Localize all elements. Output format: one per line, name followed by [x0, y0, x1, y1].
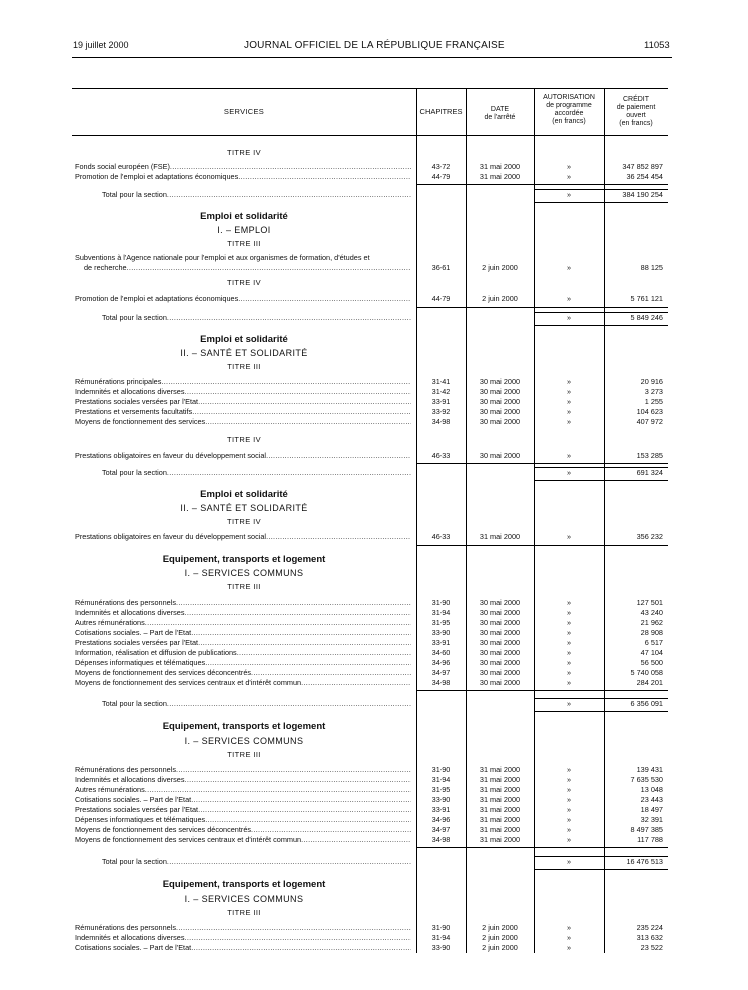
col-header-credit-l3: ouvert: [626, 112, 646, 119]
row-date: 31 mai 2000: [479, 785, 521, 794]
col-header-auto-l2: de programme: [546, 102, 592, 109]
row-autorisation: »: [566, 815, 572, 824]
total-autorisation: »: [566, 699, 572, 708]
total-box: [534, 312, 668, 326]
section-heading: Emploi et solidarité: [200, 334, 288, 345]
row-autorisation: »: [566, 162, 572, 171]
col-header-autorisation: [534, 94, 604, 126]
table-row: [72, 805, 668, 815]
total-credit: 691 324: [636, 468, 663, 477]
total-box: [534, 856, 668, 870]
total-label: Total pour la section .....: [102, 190, 411, 200]
table-row: [72, 765, 668, 775]
row-autorisation: »: [566, 618, 572, 627]
row-chapitre: 46-33: [431, 532, 451, 541]
table-row: [72, 387, 668, 397]
row-label-continued: de recherche .....: [84, 263, 411, 273]
table-row: [72, 835, 668, 845]
row-date: 31 mai 2000: [479, 815, 521, 824]
col-header-credit-l1: CRÉDIT: [622, 96, 650, 103]
section-heading: Equipement, transports et logement: [162, 554, 326, 565]
titre-heading: TITRE IV: [226, 278, 262, 287]
row-rule: [416, 690, 668, 691]
table-row: [72, 451, 668, 461]
titre-heading: TITRE IV: [226, 148, 262, 157]
row-chapitre: 33-91: [431, 638, 451, 647]
row-chapitre: 34-96: [431, 815, 451, 824]
table-row: [72, 377, 668, 387]
col-header-auto-l4: (en francs): [552, 118, 586, 125]
row-autorisation: »: [566, 765, 572, 774]
section-heading: Equipement, transports et logement: [162, 879, 326, 890]
row-date: 30 mai 2000: [479, 407, 521, 416]
titre-heading: TITRE III: [227, 908, 261, 917]
row-date: 30 mai 2000: [479, 648, 521, 657]
row-autorisation: »: [566, 397, 572, 406]
row-credit: 23 443: [640, 795, 663, 804]
table-row: [72, 294, 668, 304]
titre-heading: TITRE III: [227, 239, 261, 248]
row-autorisation: »: [566, 923, 572, 932]
row-date: 31 mai 2000: [479, 532, 521, 541]
row-date: 31 mai 2000: [479, 775, 521, 784]
row-date: 30 mai 2000: [479, 397, 521, 406]
row-label: Moyens de fonctionnement des services déconcentrés .....: [75, 668, 411, 678]
titre-heading: TITRE IV: [226, 435, 262, 444]
row-credit: 23 522: [640, 943, 663, 952]
row-credit: 139 431: [636, 765, 663, 774]
row-chapitre: 31-90: [431, 765, 451, 774]
row-date: 31 mai 2000: [479, 795, 521, 804]
row-rule: [416, 847, 668, 848]
row-autorisation: »: [566, 598, 572, 607]
row-label: Moyens de fonctionnement des services centraux et d'intérêt commun .....: [75, 835, 411, 845]
table-row: [72, 618, 668, 628]
row-chapitre: 33-91: [431, 805, 451, 814]
row-autorisation: »: [566, 608, 572, 617]
row-autorisation: »: [566, 648, 572, 657]
row-credit: 235 224: [636, 923, 663, 932]
row-credit: 5 761 121: [630, 294, 663, 303]
col-header-chapitres: CHAPITRES: [419, 107, 463, 116]
total-label: Total pour la section .....: [102, 857, 411, 867]
row-credit: 153 285: [636, 451, 663, 460]
row-date: 30 mai 2000: [479, 608, 521, 617]
row-autorisation: »: [566, 795, 572, 804]
row-label: Rémunérations des personnels .....: [75, 765, 411, 775]
row-label: Dépenses informatiques et télématiques .....: [75, 815, 411, 825]
row-credit: 20 916: [640, 377, 663, 386]
row-date: 2 juin 2000: [482, 943, 518, 952]
row-credit: 13 048: [640, 785, 663, 794]
page-date: 19 juillet 2000: [73, 40, 129, 50]
row-autorisation: »: [566, 943, 572, 952]
table-row: [72, 638, 668, 648]
table-row: [72, 628, 668, 638]
subsection-heading: I. – SERVICES COMMUNS: [184, 736, 304, 746]
titre-heading: TITRE III: [227, 750, 261, 759]
row-autorisation: »: [566, 658, 572, 667]
row-label: Indemnités et allocations diverses .....: [75, 775, 411, 785]
total-autorisation: »: [566, 313, 572, 322]
titre-heading: TITRE III: [227, 362, 261, 371]
row-autorisation: »: [566, 263, 572, 272]
total-credit: 6 356 091: [630, 699, 663, 708]
section-heading: Emploi et solidarité: [200, 211, 288, 222]
table-row: [72, 608, 668, 618]
row-credit: 5 740 058: [630, 668, 663, 677]
row-label: Prestations sociales versées par l'Etat .....: [75, 638, 411, 648]
row-rule: [416, 184, 668, 185]
row-chapitre: 34-98: [431, 835, 451, 844]
table-row: [72, 162, 668, 172]
col-header-date: [466, 106, 534, 122]
total-autorisation: »: [566, 857, 572, 866]
table-row: [72, 943, 668, 953]
row-date: 2 juin 2000: [482, 933, 518, 942]
row-chapitre: 31-95: [431, 618, 451, 627]
row-label: Prestations sociales versées par l'Etat .....: [75, 397, 411, 407]
row-chapitre: 33-92: [431, 407, 451, 416]
table-row: [72, 263, 668, 273]
row-label: Prestations sociales versées par l'Etat .....: [75, 805, 411, 815]
row-credit: 6 517: [644, 638, 663, 647]
total-label: Total pour la section .....: [102, 699, 411, 709]
col-header-services: SERVICES: [223, 107, 265, 116]
table-row: [72, 598, 668, 608]
row-autorisation: »: [566, 785, 572, 794]
table-row: [72, 785, 668, 795]
row-credit: 36 254 454: [626, 172, 663, 181]
total-credit: 5 849 246: [630, 313, 663, 322]
table-row: [72, 253, 668, 263]
total-box: [534, 467, 668, 481]
row-credit: 347 852 897: [622, 162, 663, 171]
row-chapitre: 34-97: [431, 668, 451, 677]
row-credit: 56 500: [640, 658, 663, 667]
credits-table: [72, 88, 668, 953]
page-number: 11053: [644, 40, 670, 51]
col-header-credit: [604, 96, 668, 128]
row-credit: 7 635 530: [630, 775, 663, 784]
row-credit: 1 255: [644, 397, 663, 406]
total-autorisation: »: [566, 190, 572, 199]
row-autorisation: »: [566, 451, 572, 460]
table-row: [72, 923, 668, 933]
row-chapitre: 31-94: [431, 608, 451, 617]
row-date: 30 mai 2000: [479, 628, 521, 637]
table-row: [72, 407, 668, 417]
row-credit: 88 125: [640, 263, 663, 272]
table-row: [72, 825, 668, 835]
row-autorisation: »: [566, 775, 572, 784]
row-autorisation: »: [566, 805, 572, 814]
row-date: 30 mai 2000: [479, 638, 521, 647]
row-chapitre: 31-94: [431, 775, 451, 784]
row-autorisation: »: [566, 172, 572, 181]
row-label: Rémunérations des personnels .....: [75, 598, 411, 608]
row-credit: 47 104: [640, 648, 663, 657]
titre-heading: TITRE IV: [226, 517, 262, 526]
section-heading: Equipement, transports et logement: [162, 721, 326, 732]
row-chapitre: 33-90: [431, 628, 451, 637]
row-label: Rémunérations principales .....: [75, 377, 411, 387]
row-date: 31 mai 2000: [479, 162, 521, 171]
row-autorisation: »: [566, 668, 572, 677]
row-date: 30 mai 2000: [479, 451, 521, 460]
row-credit: 28 908: [640, 628, 663, 637]
row-chapitre: 34-96: [431, 658, 451, 667]
total-credit: 16 476 513: [626, 857, 663, 866]
row-label: Promotion de l'emploi et adaptations économiques .....: [75, 172, 411, 182]
row-date: 31 mai 2000: [479, 805, 521, 814]
row-chapitre: 31-90: [431, 598, 451, 607]
table-row: [72, 815, 668, 825]
table-row: [72, 933, 668, 943]
row-autorisation: »: [566, 377, 572, 386]
row-date: 30 mai 2000: [479, 377, 521, 386]
row-chapitre: 34-98: [431, 678, 451, 687]
subsection-heading: II. – SANTÉ ET SOLIDARITÉ: [180, 503, 308, 513]
subsection-heading: I. – SERVICES COMMUNS: [184, 568, 304, 578]
table-row: [72, 172, 668, 182]
col-header-auto-l1: AUTORISATION: [543, 94, 595, 101]
row-chapitre: 31-90: [431, 923, 451, 932]
row-credit: 104 623: [636, 407, 663, 416]
row-label: Cotisations sociales. – Part de l'Etat .....: [75, 943, 411, 953]
total-autorisation: »: [566, 468, 572, 477]
row-credit: 3 273: [644, 387, 663, 396]
table-row: [72, 417, 668, 427]
row-credit: 356 232: [636, 532, 663, 541]
row-autorisation: »: [566, 294, 572, 303]
row-date: 30 mai 2000: [479, 668, 521, 677]
row-chapitre: 44-79: [431, 294, 451, 303]
row-credit: 43 240: [640, 608, 663, 617]
row-chapitre: 31-42: [431, 387, 451, 396]
row-chapitre: 31-94: [431, 933, 451, 942]
row-credit: 284 201: [636, 678, 663, 687]
row-label: Moyens de fonctionnement des services .....: [75, 417, 411, 427]
row-autorisation: »: [566, 387, 572, 396]
row-date: 31 mai 2000: [479, 825, 521, 834]
row-chapitre: 33-90: [431, 795, 451, 804]
col-header-credit-l2: de paiement: [616, 104, 656, 111]
row-date: 31 mai 2000: [479, 172, 521, 181]
total-label: Total pour la section .....: [102, 313, 411, 323]
header-bottom-rule: [72, 135, 668, 136]
row-label: Cotisations sociales. – Part de l'Etat .....: [75, 628, 411, 638]
header-rule: [72, 57, 672, 58]
row-label: Cotisations sociales. – Part de l'Etat .....: [75, 795, 411, 805]
row-date: 30 mai 2000: [479, 598, 521, 607]
subsection-heading: II. – SANTÉ ET SOLIDARITÉ: [180, 348, 308, 358]
row-autorisation: »: [566, 407, 572, 416]
row-autorisation: »: [566, 628, 572, 637]
row-label: Subventions à l'Agence nationale pour l'emploi et aux organismes de formation, d'études et: [75, 253, 370, 262]
row-label: Prestations et versements facultatifs .....: [75, 407, 411, 417]
row-label: Moyens de fonctionnement des services centraux et d'intérêt commun .....: [75, 678, 411, 688]
table-row: [72, 648, 668, 658]
row-date: 30 mai 2000: [479, 678, 521, 687]
total-credit: 384 190 254: [622, 190, 663, 199]
row-chapitre: 31-41: [431, 377, 451, 386]
row-label: Dépenses informatiques et télématiques .....: [75, 658, 411, 668]
row-label: Fonds social européen (FSE) .....: [75, 162, 411, 172]
row-autorisation: »: [566, 678, 572, 687]
total-box: [534, 189, 668, 203]
row-credit: 313 632: [636, 933, 663, 942]
row-autorisation: »: [566, 417, 572, 426]
row-chapitre: 34-60: [431, 648, 451, 657]
row-chapitre: 33-91: [431, 397, 451, 406]
row-label: Autres rémunérations .....: [75, 785, 411, 795]
row-autorisation: »: [566, 835, 572, 844]
row-label: Autres rémunérations .....: [75, 618, 411, 628]
row-label: Moyens de fonctionnement des services déconcentrés .....: [75, 825, 411, 835]
row-credit: 18 497: [640, 805, 663, 814]
row-credit: 127 501: [636, 598, 663, 607]
row-label: Prestations obligatoires en faveur du développement social .....: [75, 451, 411, 461]
row-date: 30 mai 2000: [479, 618, 521, 627]
section-heading: Emploi et solidarité: [200, 489, 288, 500]
row-autorisation: »: [566, 532, 572, 541]
row-rule: [416, 307, 668, 308]
row-autorisation: »: [566, 825, 572, 834]
table-row: [72, 775, 668, 785]
row-date: 31 mai 2000: [479, 835, 521, 844]
row-date: 2 juin 2000: [482, 263, 518, 272]
row-rule: [416, 545, 668, 546]
row-chapitre: 31-95: [431, 785, 451, 794]
table-row: [72, 532, 668, 542]
row-credit: 407 972: [636, 417, 663, 426]
row-date: 2 juin 2000: [482, 923, 518, 932]
col-header-auto-l3: accordée: [554, 110, 584, 117]
row-label: Indemnités et allocations diverses .....: [75, 608, 411, 618]
row-rule: [416, 463, 668, 464]
row-date: 30 mai 2000: [479, 417, 521, 426]
table-row: [72, 678, 668, 688]
row-credit: 21 962: [640, 618, 663, 627]
table-row: [72, 668, 668, 678]
row-date: 2 juin 2000: [482, 294, 518, 303]
row-date: 30 mai 2000: [479, 387, 521, 396]
row-label: Information, réalisation et diffusion de publications .....: [75, 648, 411, 658]
row-label: Rémunérations des personnels .....: [75, 923, 411, 933]
row-chapitre: 34-97: [431, 825, 451, 834]
row-date: 31 mai 2000: [479, 765, 521, 774]
table-row: [72, 795, 668, 805]
col-header-credit-l4: (en francs): [619, 120, 653, 127]
row-credit: 32 391: [640, 815, 663, 824]
row-chapitre: 43-72: [431, 162, 451, 171]
row-autorisation: »: [566, 638, 572, 647]
row-label: Promotion de l'emploi et adaptations économiques .....: [75, 294, 411, 304]
row-chapitre: 44-79: [431, 172, 451, 181]
total-label: Total pour la section .....: [102, 468, 411, 478]
row-chapitre: 46-33: [431, 451, 451, 460]
row-chapitre: 33-90: [431, 943, 451, 952]
titre-heading: TITRE III: [227, 582, 261, 591]
row-date: 30 mai 2000: [479, 658, 521, 667]
total-box: [534, 698, 668, 712]
table-row: [72, 658, 668, 668]
row-label: Indemnités et allocations diverses .....: [75, 387, 411, 397]
journal-title: JOURNAL OFFICIEL DE LA RÉPUBLIQUE FRANÇAISE: [244, 40, 505, 51]
row-autorisation: »: [566, 933, 572, 942]
col-header-date-l2: de l'arrêté: [484, 114, 516, 121]
row-label: Indemnités et allocations diverses .....: [75, 933, 411, 943]
row-credit: 117 788: [637, 835, 663, 844]
row-credit: 8 497 385: [630, 825, 663, 834]
row-chapitre: 34-98: [431, 417, 451, 426]
subsection-heading: I. – EMPLOI: [217, 225, 271, 235]
row-label: Prestations obligatoires en faveur du développement social .....: [75, 532, 411, 542]
subsection-heading: I. – SERVICES COMMUNS: [184, 894, 304, 904]
row-chapitre: 36-61: [431, 263, 451, 272]
col-header-date-l1: DATE: [490, 106, 510, 113]
table-row: [72, 397, 668, 407]
